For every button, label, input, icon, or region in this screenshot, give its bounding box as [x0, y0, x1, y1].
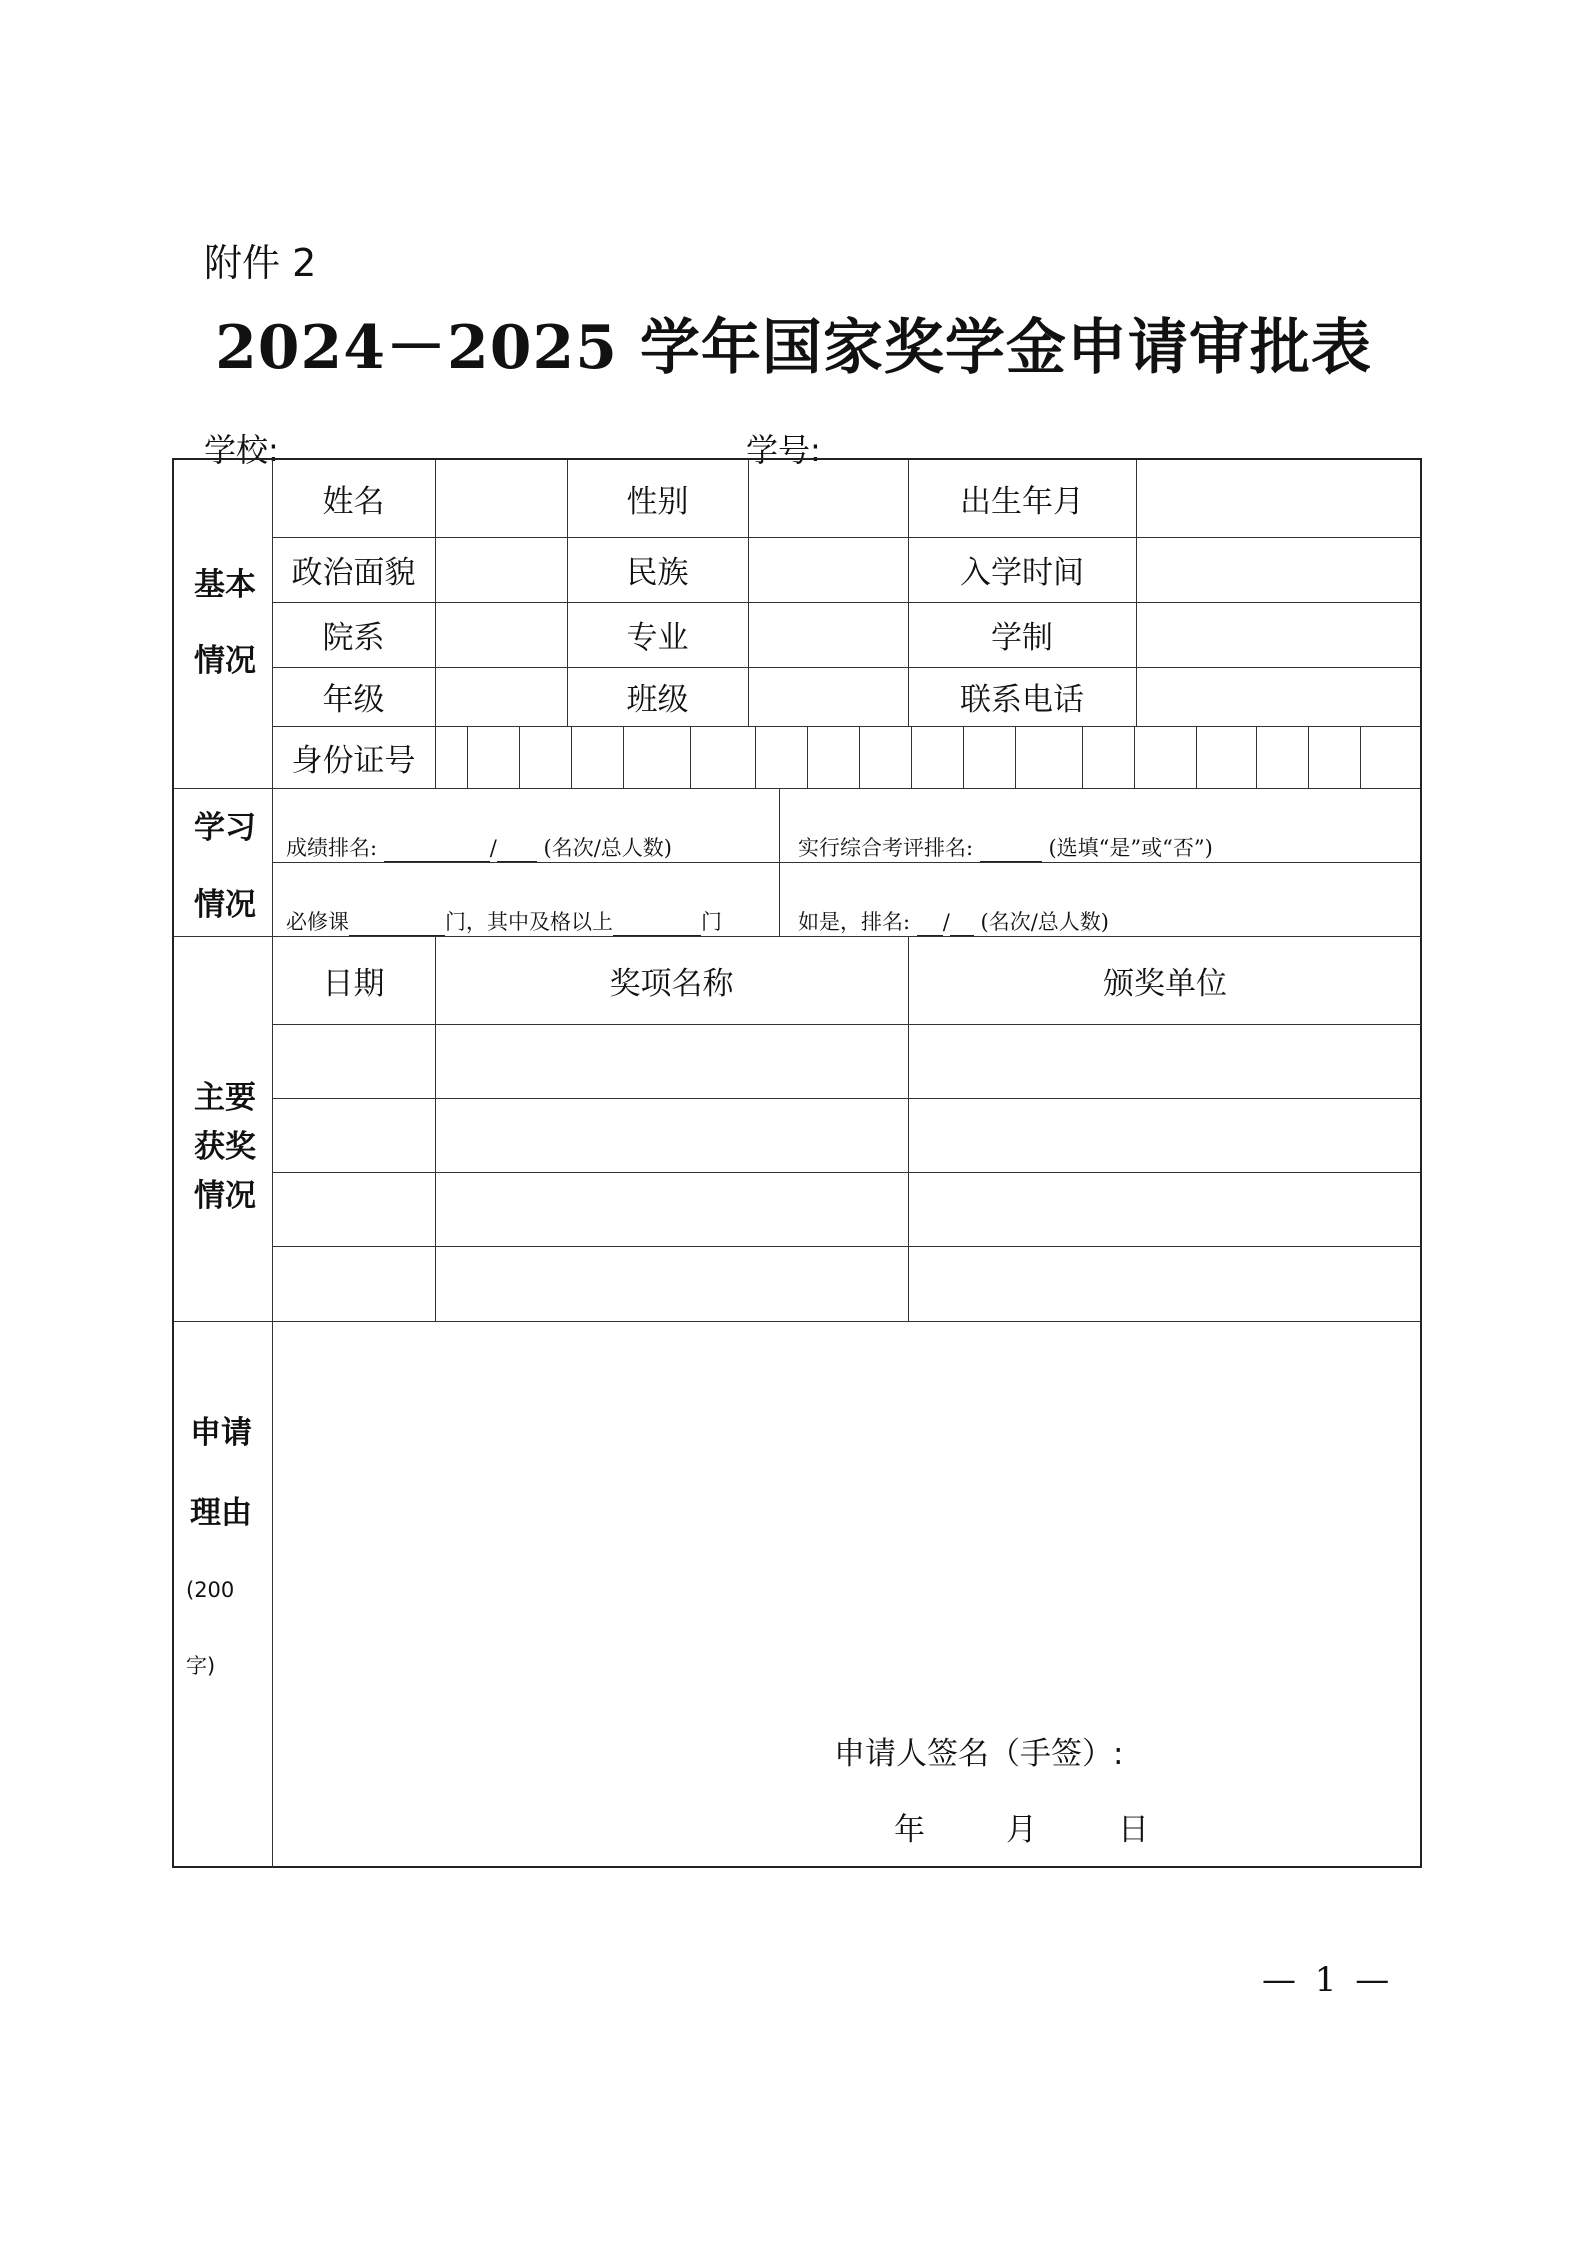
award-date-header: 日期	[322, 965, 385, 1002]
gender-label: 性别	[626, 484, 689, 520]
department-label: 院系	[322, 620, 385, 656]
name-label: 姓名	[322, 484, 385, 520]
form-table	[172, 458, 1422, 1868]
eval-line: 实行综合考评排名: (选填“是”或“否”)	[798, 836, 1213, 860]
date-day: 日	[1118, 1812, 1149, 1848]
required-courses-line: 必修课 门，其中及格以上 门	[286, 910, 722, 934]
reason-limit-2: 字)	[186, 1654, 216, 1678]
page-number: — 1 —	[1262, 1960, 1394, 2000]
award-name-header: 奖项名称	[609, 965, 734, 1002]
reason-limit-1: (200	[186, 1578, 235, 1602]
grade-label: 年级	[322, 682, 385, 718]
basic-section-label-2: 情况	[194, 643, 256, 679]
class-label: 班级	[626, 682, 689, 718]
signature-label: 申请人签名（手签）:	[834, 1736, 1124, 1772]
date-month: 月	[1006, 1812, 1037, 1848]
enroll-label: 入学时间	[960, 555, 1084, 591]
major-label: 专业	[626, 620, 689, 656]
awards-section-label-1: 主要	[194, 1080, 256, 1116]
form-title: 2024－2025 学年国家奖学金申请审批表	[215, 313, 1372, 383]
ethnicity-label: 民族	[626, 555, 689, 591]
reason-section-label-1: 申请	[190, 1415, 252, 1451]
award-unit-header: 颁奖单位	[1103, 965, 1227, 1002]
politics-label: 政治面貌	[291, 555, 416, 591]
basic-section-label-1: 基本	[194, 567, 256, 603]
date-year: 年	[894, 1812, 925, 1848]
awards-section-label-3: 情况	[194, 1178, 256, 1214]
id-number-label: 身份证号	[291, 742, 416, 779]
rank-line: 成绩排名: / (名次/总人数)	[286, 836, 672, 860]
reason-section-label-2: 理由	[190, 1495, 252, 1531]
birth-label: 出生年月	[960, 484, 1084, 520]
duration-label: 学制	[991, 620, 1053, 656]
study-section-label-2: 情况	[194, 887, 256, 923]
awards-section-label-2: 获奖	[194, 1129, 256, 1165]
student-id-label: 学号:	[746, 431, 821, 469]
if-yes-line: 如是，排名: / (名次/总人数)	[798, 910, 1109, 934]
study-section-label-1: 学习	[194, 810, 256, 846]
attachment-label: 附件 2	[204, 241, 317, 285]
school-label: 学校:	[204, 431, 279, 469]
phone-label: 联系电话	[960, 682, 1084, 718]
